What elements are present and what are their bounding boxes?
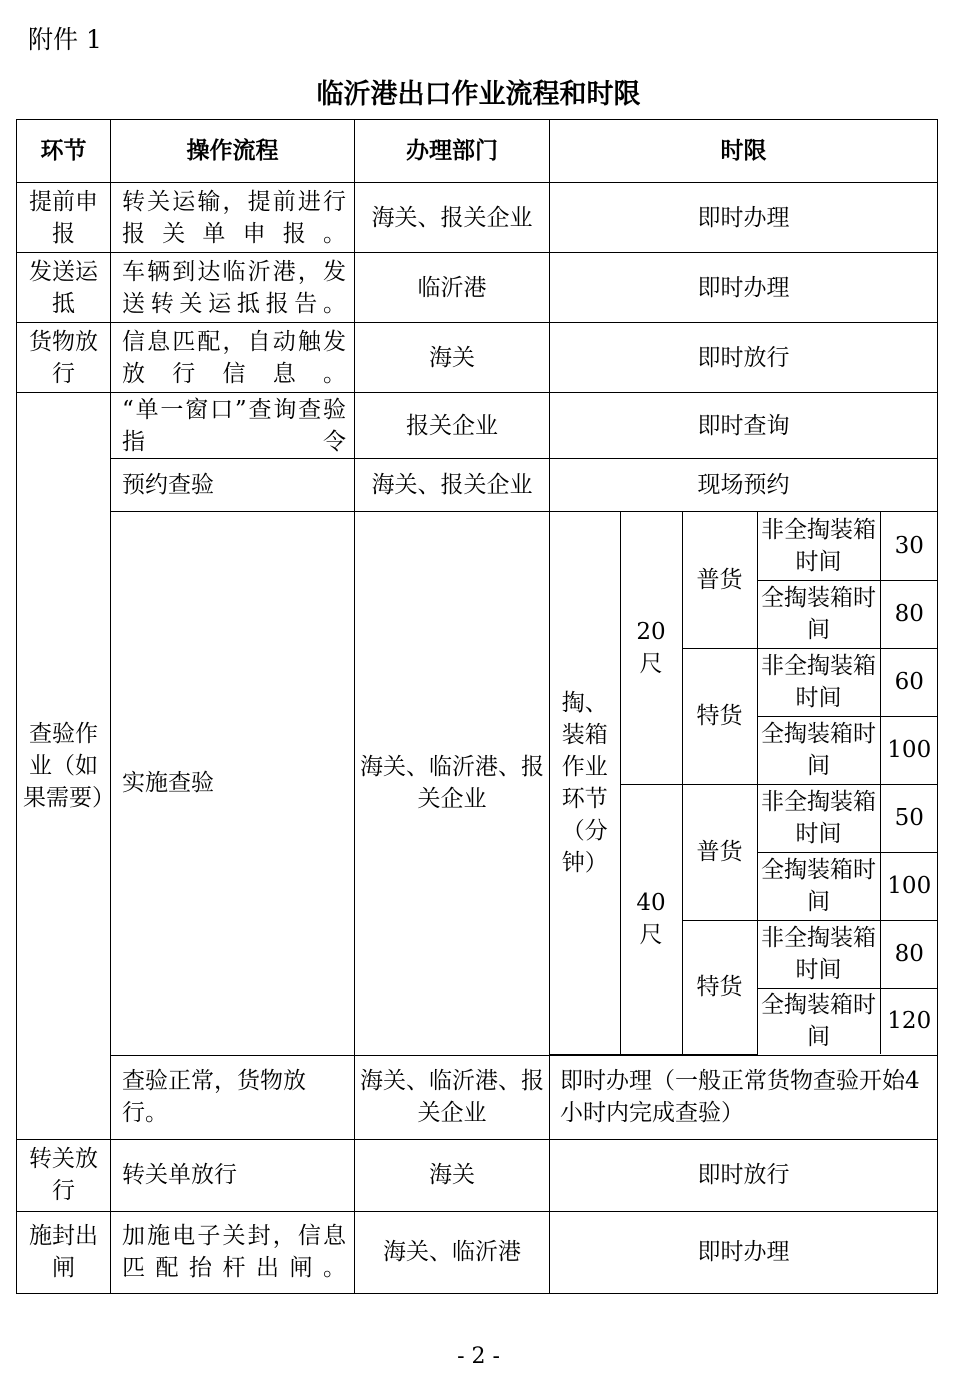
table-row — [17, 512, 938, 1056]
dept-cell: 海关 — [355, 323, 550, 393]
time-type-label: 全掏装箱时间 — [757, 716, 880, 784]
time-type-label: 非全掏装箱时间 — [757, 648, 880, 716]
cargo-type-label: 普货 — [682, 784, 757, 920]
table-row — [17, 253, 938, 323]
process-cell: 转关运输，提前进行报关单申报。 — [111, 183, 355, 253]
phase-label: 掏、装箱作业环节（分钟） — [550, 512, 620, 1054]
time-value: 50 — [880, 784, 938, 852]
header-stage: 环节 — [17, 120, 111, 183]
container-size-label: 40尺 — [620, 784, 682, 1054]
stage-cell: 货物放行 — [17, 323, 111, 393]
dept-cell: 临沂港 — [355, 253, 550, 323]
stage-cell: 发送运抵 — [17, 253, 111, 323]
time-value: 60 — [880, 648, 938, 716]
table-row — [17, 393, 938, 459]
header-process: 操作流程 — [111, 120, 355, 183]
time-value: 80 — [880, 580, 938, 648]
time-cell: 即时查询 — [550, 393, 938, 459]
stage-cell: 施封出闸 — [17, 1211, 111, 1293]
table-row — [17, 1055, 938, 1139]
document-title: 临沂港出口作业流程和时限 — [316, 79, 641, 110]
table-header-row — [17, 120, 938, 183]
dept-cell: 海关、报关企业 — [355, 459, 550, 512]
inspection-stage-cell: 查验作业（如果需要） — [17, 393, 111, 1140]
header-time: 时限 — [550, 120, 938, 183]
time-value: 30 — [880, 512, 938, 580]
process-cell: 加施电子关封，信息匹配抬杆出闸。 — [111, 1211, 355, 1293]
time-type-label: 非全掏装箱时间 — [757, 920, 880, 988]
attachment-label: 附件 1 — [28, 25, 102, 54]
process-cell: 信息匹配，自动触发放行信息。 — [111, 323, 355, 393]
dept-cell: 海关、临沂港 — [355, 1211, 550, 1293]
time-type-label: 非全掏装箱时间 — [757, 784, 880, 852]
time-type-label: 非全掏装箱时间 — [757, 512, 880, 580]
table-row — [17, 323, 938, 393]
table-row — [17, 183, 938, 253]
time-cell: 即时放行 — [550, 1139, 938, 1211]
process-cell: 预约查验 — [111, 459, 355, 512]
page-number: - 2 - — [457, 1344, 500, 1369]
stage-cell: 转关放行 — [17, 1139, 111, 1211]
stage-cell: 提前申报 — [17, 183, 111, 253]
time-breakdown-cell — [550, 512, 938, 1056]
time-cell: 即时办理 — [550, 1211, 938, 1293]
time-cell: 现场预约 — [550, 459, 938, 512]
process-cell: 车辆到达临沂港，发送转关运抵报告。 — [111, 253, 355, 323]
time-type-label: 全掏装箱时间 — [757, 988, 880, 1054]
cargo-type-label: 特货 — [682, 920, 757, 1054]
table-row — [17, 1211, 938, 1293]
time-value: 100 — [880, 716, 938, 784]
process-cell: “单一窗口”查询查验指令 — [111, 393, 355, 459]
container-size-label: 20尺 — [620, 512, 682, 784]
time-breakdown-table — [550, 512, 938, 1055]
dept-cell: 海关、临沂港、报关企业 — [355, 512, 550, 1056]
header-dept: 办理部门 — [355, 120, 550, 183]
time-cell: 即时办理 — [550, 253, 938, 323]
dept-cell: 海关、报关企业 — [355, 183, 550, 253]
table-row — [17, 459, 938, 512]
dept-cell: 报关企业 — [355, 393, 550, 459]
time-value: 80 — [880, 920, 938, 988]
process-table — [16, 119, 938, 1294]
time-type-label: 全掏装箱时间 — [757, 852, 880, 920]
process-cell: 转关单放行 — [111, 1139, 355, 1211]
cargo-type-label: 特货 — [682, 648, 757, 784]
time-value: 100 — [880, 852, 938, 920]
time-cell: 即时办理 — [550, 183, 938, 253]
time-value: 120 — [880, 988, 938, 1054]
time-cell: 即时办理（一般正常货物查验开始4小时内完成查验） — [550, 1055, 938, 1139]
process-cell: 查验正常，货物放行。 — [111, 1055, 355, 1139]
process-cell: 实施查验 — [111, 512, 355, 1056]
dept-cell: 海关 — [355, 1139, 550, 1211]
time-cell: 即时放行 — [550, 323, 938, 393]
dept-cell: 海关、临沂港、报关企业 — [355, 1055, 550, 1139]
time-type-label: 全掏装箱时间 — [757, 580, 880, 648]
table-row — [17, 1139, 938, 1211]
cargo-type-label: 普货 — [682, 512, 757, 648]
